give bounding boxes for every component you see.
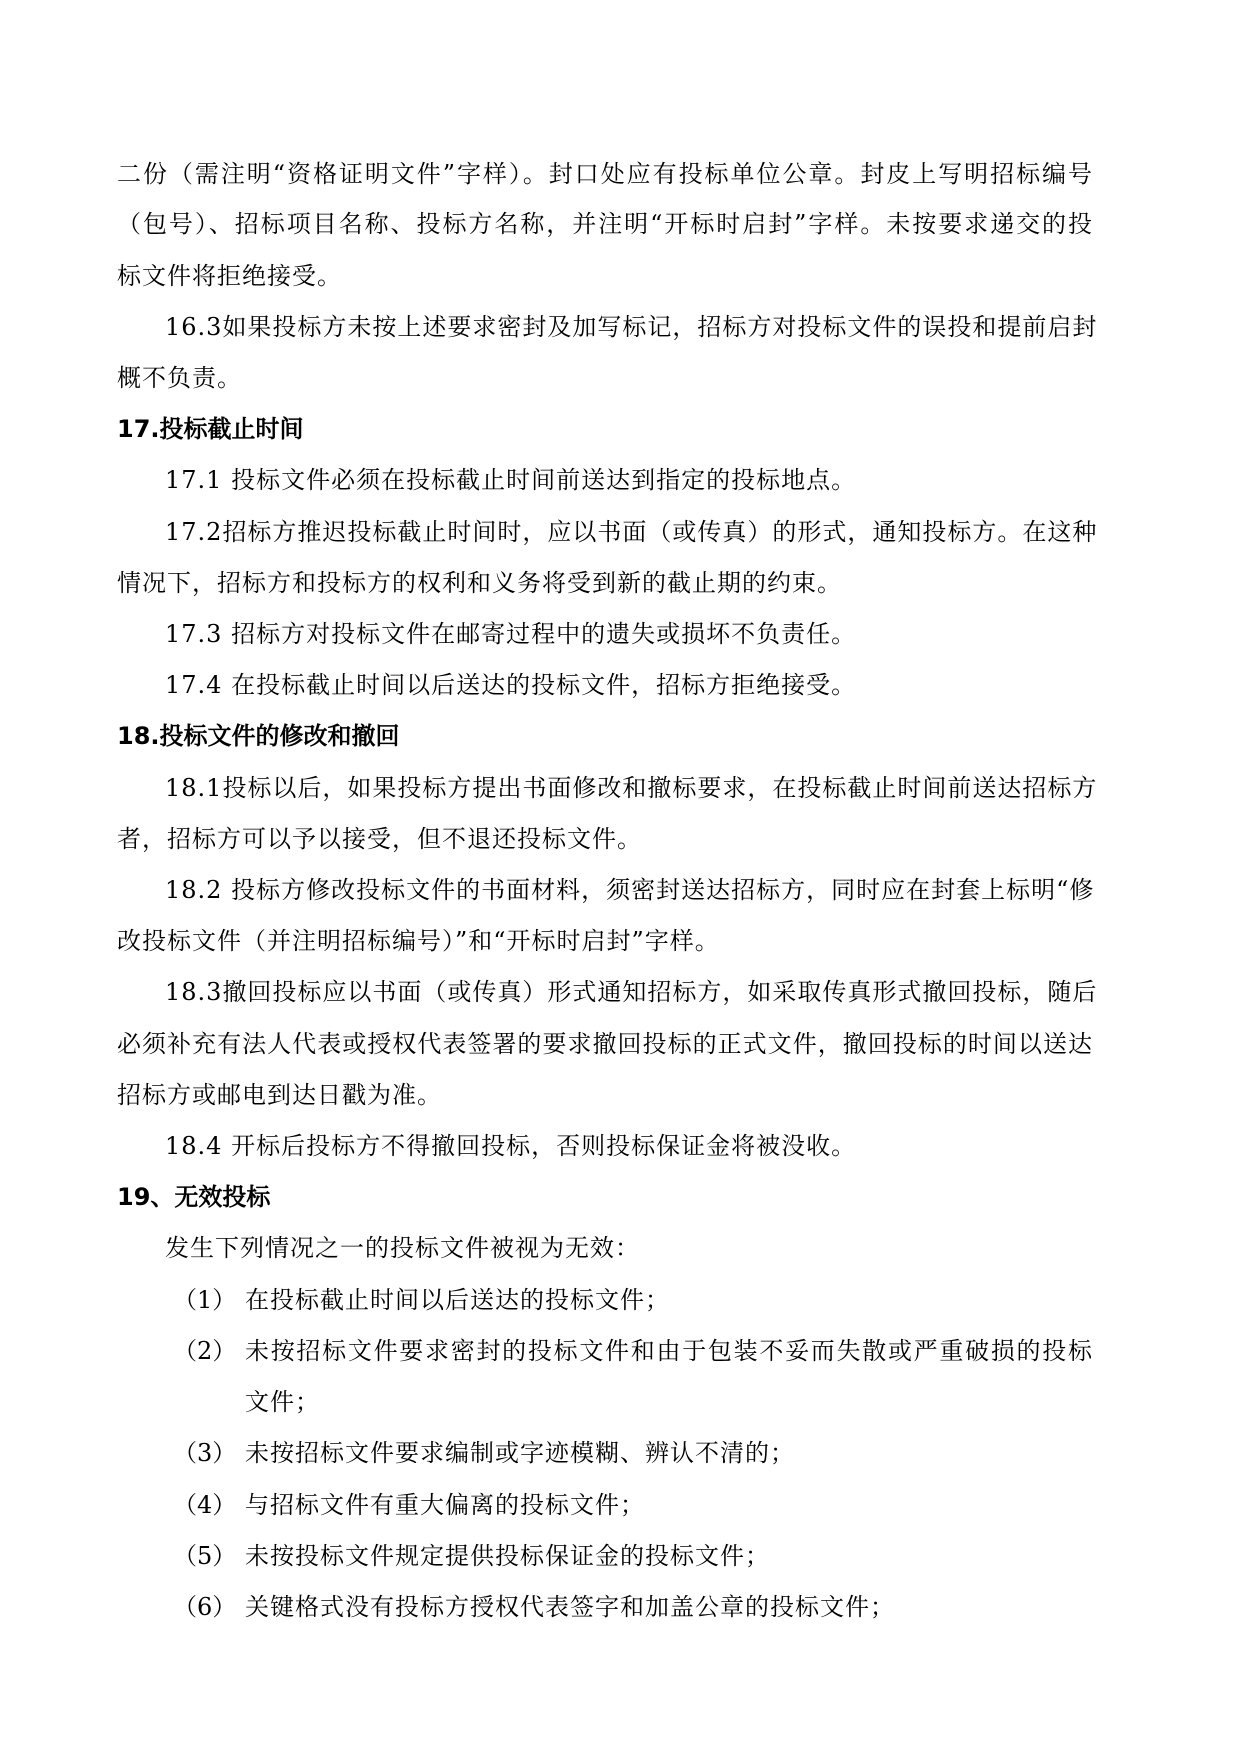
list-number: （2） (173, 1337, 237, 1365)
paragraph-line: 16.3如果投标方未按上述要求密封及加写标记，招标方对投标文件的误投和提前启封 (165, 313, 1098, 341)
list-number: （6） (173, 1593, 237, 1621)
paragraph-line: 标文件将拒绝接受。 (117, 262, 342, 290)
paragraph-line: 者，招标方可以予以接受，但不退还投标文件。 (117, 825, 642, 853)
paragraph-line: 18.4 开标后投标方不得撤回投标，否则投标保证金将被没收。 (165, 1132, 857, 1160)
paragraph-line: 17.2招标方推迟投标截止时间时，应以书面（或传真）的形式，通知投标方。在这种 (165, 518, 1098, 546)
paragraph-line: 二份（需注明“资格证明文件”字样）。封口处应有投标单位公章。封皮上写明招标编号 (117, 160, 1093, 188)
paragraph-line: 情况下，招标方和投标方的权利和义务将受到新的截止期的约束。 (117, 569, 842, 597)
section-heading-17: 17.投标截止时间 (117, 415, 304, 443)
paragraph-line: 18.1投标以后，如果投标方提出书面修改和撤标要求，在投标截止时间前送达招标方 (165, 774, 1098, 802)
list-item-text: 关键格式没有投标方授权代表签字和加盖公章的投标文件； (245, 1593, 895, 1621)
paragraph-line: 改投标文件（并注明招标编号）”和“开标时启封”字样。 (117, 927, 720, 955)
section-heading-19: 19、无效投标 (117, 1183, 271, 1211)
paragraph-line: 招标方或邮电到达日戳为准。 (117, 1081, 442, 1109)
list-item-text: 未按招标文件要求编制或字迹模糊、辨认不清的； (245, 1439, 795, 1467)
paragraph-line: 18.3撤回投标应以书面（或传真）形式通知招标方，如采取传真形式撤回投标，随后 (165, 978, 1098, 1006)
paragraph-line: 发生下列情况之一的投标文件被视为无效： (165, 1234, 640, 1262)
paragraph-line: 18.2 投标方修改投标文件的书面材料，须密封送达招标方，同时应在封套上标明“修 (165, 876, 1095, 904)
paragraph-line: （包号）、招标项目名称、投标方名称，并注明“开标时启封”字样。未按要求递交的投 (117, 210, 1093, 238)
list-number: （3） (173, 1439, 237, 1467)
list-item-text: 在投标截止时间以后送达的投标文件； (245, 1286, 670, 1314)
list-item-text: 与招标文件有重大偏离的投标文件； (245, 1491, 645, 1519)
list-item-text: 文件； (245, 1388, 320, 1416)
paragraph-line: 17.4 在投标截止时间以后送达的投标文件，招标方拒绝接受。 (165, 671, 857, 699)
section-heading-18: 18.投标文件的修改和撤回 (117, 722, 400, 750)
list-item-text: 未按招标文件要求密封的投标文件和由于包装不妥而失散或严重破损的投标 (245, 1337, 1093, 1365)
list-number: （5） (173, 1542, 237, 1570)
list-number: （1） (173, 1286, 237, 1314)
paragraph-line: 17.3 招标方对投标文件在邮寄过程中的遗失或损坏不负责任。 (165, 620, 857, 648)
list-number: （4） (173, 1491, 237, 1519)
list-item-text: 未按投标文件规定提供投标保证金的投标文件； (245, 1542, 770, 1570)
paragraph-line: 概不负责。 (117, 364, 242, 392)
paragraph-line: 17.1 投标文件必须在投标截止时间前送达到指定的投标地点。 (165, 466, 857, 494)
paragraph-line: 必须补充有法人代表或授权代表签署的要求撤回投标的正式文件，撤回投标的时间以送达 (117, 1030, 1093, 1058)
